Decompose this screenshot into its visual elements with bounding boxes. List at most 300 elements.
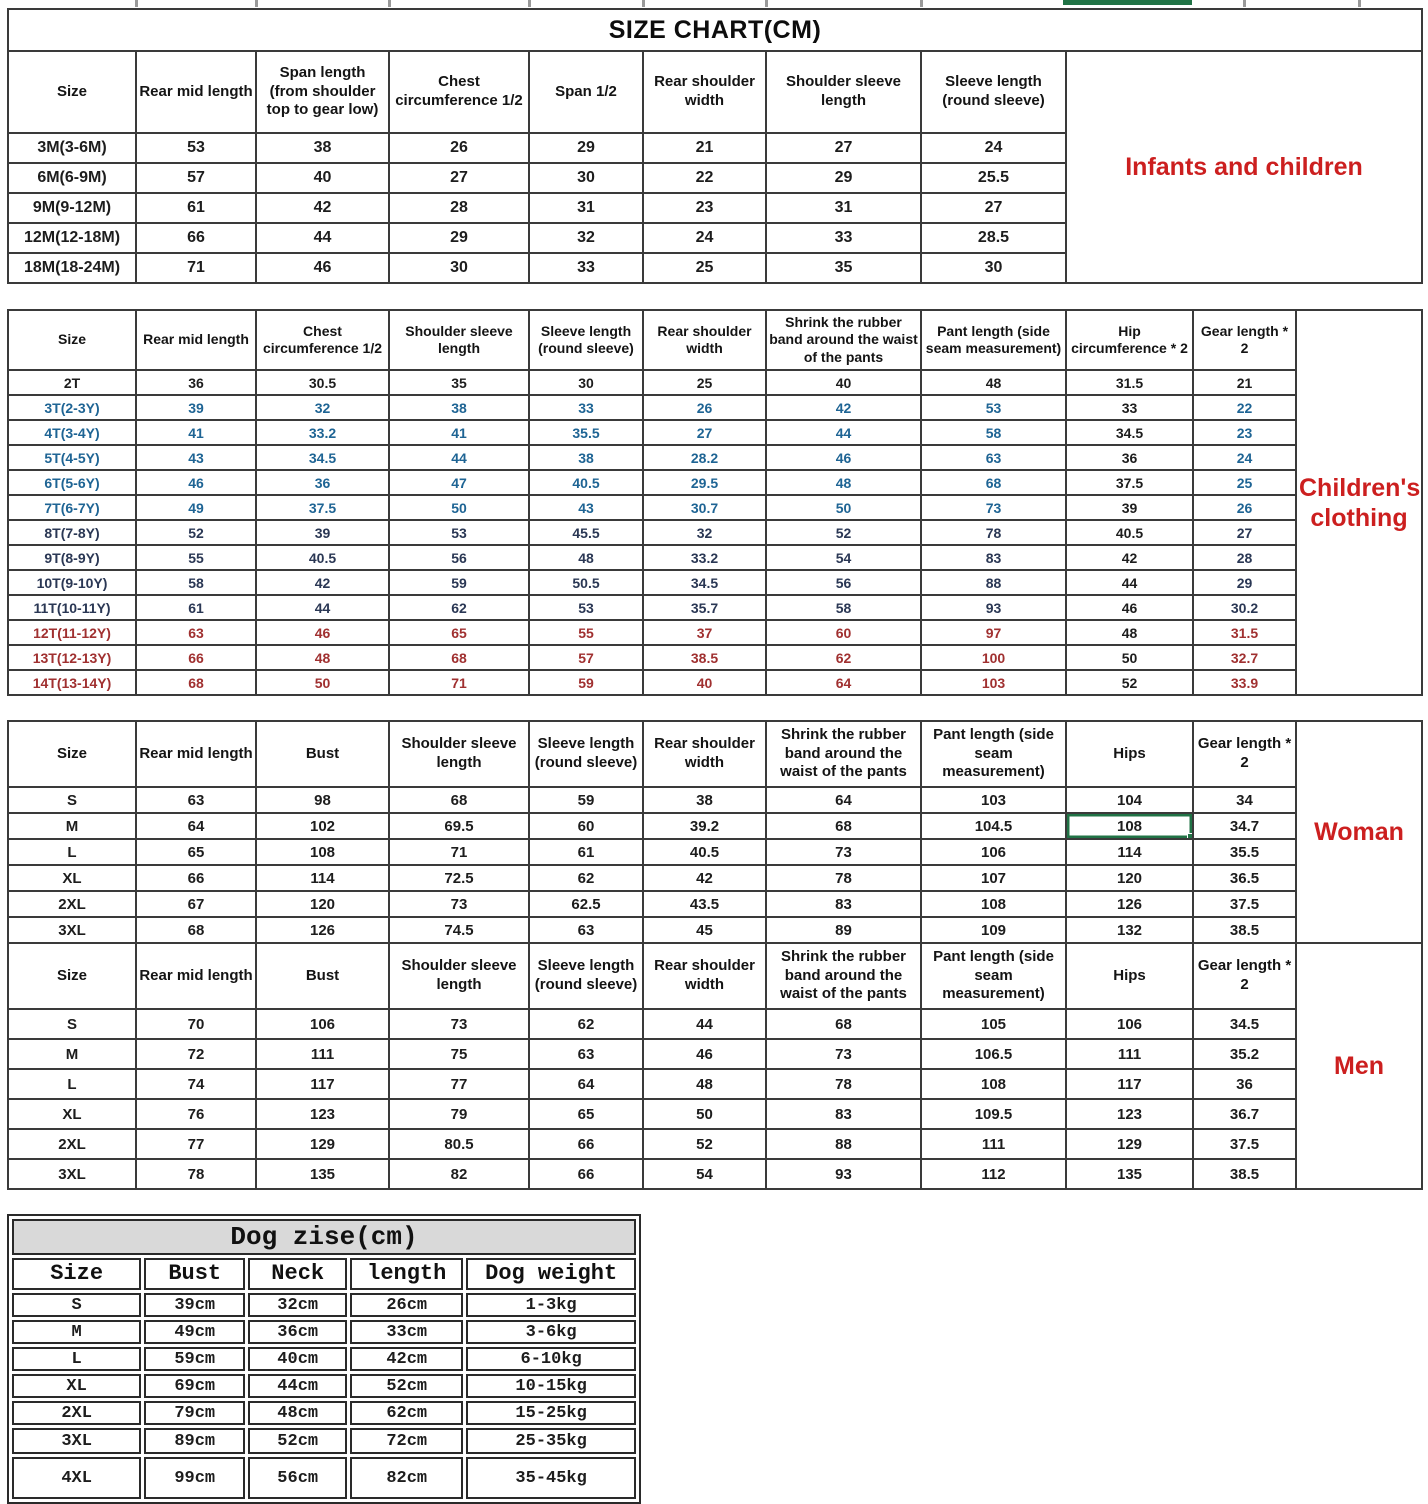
value-cell: 27 [921,193,1066,223]
woman-row-M [8,813,1422,839]
children-size-table [7,309,1423,696]
value-cell: 62 [766,645,921,670]
size-cell: 3XL [12,1428,141,1454]
column-header: Size [12,1258,141,1290]
value-cell: 36 [1066,445,1193,470]
value-cell: 32 [256,395,389,420]
children-row-5T(4-5Y) [8,445,1422,470]
column-header: Neck [248,1258,347,1290]
column-header: Shrink the rubber band around the waist of the pants [766,943,921,1009]
woman-row-2XL [8,891,1422,917]
size-cell: 4XL [12,1457,141,1499]
value-cell: 27 [766,133,921,163]
value-cell: 104.5 [921,813,1066,839]
woman-row-L [8,839,1422,865]
children-row-13T(12-13Y) [8,645,1422,670]
value-cell: 35-45kg [466,1457,636,1499]
value-cell: 68 [389,787,529,813]
value-cell: 1-3kg [466,1293,636,1317]
column-gridline-tick [1243,0,1246,7]
value-cell: 105 [921,1009,1066,1039]
value-cell: 38 [529,445,643,470]
value-cell: 56cm [248,1457,347,1499]
dog-row-M [12,1320,636,1344]
value-cell: 71 [389,670,529,695]
children-row-11T(10-11Y) [8,595,1422,620]
value-cell: 106 [256,1009,389,1039]
value-cell: 126 [256,917,389,943]
men-row-3XL [8,1159,1422,1189]
value-cell: 114 [1066,839,1193,865]
woman-header-row [8,721,1422,787]
value-cell: 72cm [350,1428,463,1454]
value-cell: 34.7 [1193,813,1296,839]
value-cell: 53 [389,520,529,545]
value-cell: 129 [256,1129,389,1159]
value-cell: 126 [1066,891,1193,917]
dog-size-table [9,1216,639,1502]
value-cell: 54 [766,545,921,570]
value-cell: 102 [256,813,389,839]
men-size-table [7,942,1423,1190]
value-cell: 73 [389,891,529,917]
value-cell: 44 [766,420,921,445]
size-cell: 9M(9-12M) [8,193,136,223]
value-cell: 37.5 [1193,891,1296,917]
value-cell: 46 [256,253,389,283]
value-cell: 28 [1193,545,1296,570]
children-row-9T(8-9Y) [8,545,1422,570]
column-header: Rear mid length [136,943,256,1009]
column-gridline-tick [528,0,531,7]
value-cell: 33.2 [256,420,389,445]
value-cell: 135 [1066,1159,1193,1189]
value-cell: 56 [766,570,921,595]
value-cell: 68 [136,917,256,943]
value-cell: 117 [256,1069,389,1099]
value-cell: 26 [1193,495,1296,520]
size-cell: M [8,813,136,839]
value-cell: 33 [1066,395,1193,420]
value-cell: 66 [136,645,256,670]
men-group-label: Men [1296,943,1422,1189]
value-cell: 33 [766,223,921,253]
value-cell: 44 [1066,570,1193,595]
woman-row-3XL [8,917,1422,943]
value-cell: 35.2 [1193,1039,1296,1069]
value-cell: 112 [921,1159,1066,1189]
column-header: Chest circumference 1/2 [256,310,389,370]
size-cell: 4T(3-4Y) [8,420,136,445]
column-header: Sleeve length (round sleeve) [921,51,1066,133]
column-header: Bust [256,721,389,787]
size-cell: 3XL [8,917,136,943]
value-cell: 33.2 [643,545,766,570]
value-cell: 68 [136,670,256,695]
value-cell: 71 [136,253,256,283]
value-cell: 21 [1193,370,1296,395]
value-cell: 104 [1066,787,1193,813]
column-header: Rear shoulder width [643,51,766,133]
value-cell: 52 [1066,670,1193,695]
column-header: Span length (from shoulder top to gear low) [256,51,389,133]
dog-title-row [12,1219,636,1255]
value-cell: 38 [643,787,766,813]
size-cell: 7T(6-7Y) [8,495,136,520]
value-cell: 48 [1066,620,1193,645]
column-header: Gear length * 2 [1193,721,1296,787]
value-cell: 35 [389,370,529,395]
value-cell: 59cm [144,1347,245,1371]
value-cell: 59 [529,670,643,695]
value-cell: 65 [389,620,529,645]
column-header: Gear length * 2 [1193,943,1296,1009]
woman-size-table [7,720,1423,944]
value-cell: 44cm [248,1374,347,1398]
value-cell: 38.5 [1193,917,1296,943]
value-cell: 77 [136,1129,256,1159]
column-header: Shoulder sleeve length [389,310,529,370]
value-cell: 34.5 [1066,420,1193,445]
value-cell: 43.5 [643,891,766,917]
value-cell: 29 [529,133,643,163]
value-cell: 30.2 [1193,595,1296,620]
value-cell: 108 [921,891,1066,917]
value-cell: 30.5 [256,370,389,395]
value-cell: 68 [766,813,921,839]
value-cell: 46 [766,445,921,470]
column-header: length [350,1258,463,1290]
value-cell: 52 [643,1129,766,1159]
value-cell: 39 [136,395,256,420]
size-cell: 8T(7-8Y) [8,520,136,545]
children-row-14T(13-14Y) [8,670,1422,695]
men-row-L [8,1069,1422,1099]
value-cell: 53 [921,395,1066,420]
value-cell: 63 [136,787,256,813]
value-cell: 108 [921,1069,1066,1099]
size-cell: 10T(9-10Y) [8,570,136,595]
value-cell: 42 [643,865,766,891]
value-cell: 24 [921,133,1066,163]
children-header-row [8,310,1422,370]
value-cell: 42cm [350,1347,463,1371]
size-cell: 12M(12-18M) [8,223,136,253]
value-cell: 28.5 [921,223,1066,253]
value-cell: 52cm [350,1374,463,1398]
value-cell: 106.5 [921,1039,1066,1069]
value-cell: 46 [643,1039,766,1069]
value-cell: 53 [136,133,256,163]
value-cell: 32 [643,520,766,545]
value-cell: 120 [256,891,389,917]
size-cell: M [12,1320,141,1344]
value-cell: 79cm [144,1401,245,1425]
value-cell: 61 [529,839,643,865]
value-cell: 61 [136,595,256,620]
value-cell: 63 [136,620,256,645]
value-cell: 36 [256,470,389,495]
value-cell: 30 [529,370,643,395]
column-header: Span 1/2 [529,51,643,133]
column-header: Chest circumference 1/2 [389,51,529,133]
value-cell: 46 [256,620,389,645]
value-cell: 73 [921,495,1066,520]
size-cell: 18M(18-24M) [8,253,136,283]
value-cell: 120 [1066,865,1193,891]
value-cell: 35.5 [529,420,643,445]
value-cell: 35.7 [643,595,766,620]
value-cell: 99cm [144,1457,245,1499]
value-cell: 50 [389,495,529,520]
value-cell: 22 [643,163,766,193]
value-cell: 111 [1066,1039,1193,1069]
value-cell: 48cm [248,1401,347,1425]
value-cell: 34.5 [1193,1009,1296,1039]
value-cell: 38 [256,133,389,163]
value-cell: 35.5 [1193,839,1296,865]
size-cell: M [8,1039,136,1069]
value-cell: 36.7 [1193,1099,1296,1129]
men-row-S [8,1009,1422,1039]
value-cell: 33 [529,253,643,283]
value-cell: 76 [136,1099,256,1129]
value-cell: 57 [529,645,643,670]
value-cell: 37.5 [1193,1129,1296,1159]
column-gridline-tick [388,0,391,7]
value-cell: 73 [389,1009,529,1039]
value-cell: 117 [1066,1069,1193,1099]
column-gridline-tick [255,0,258,7]
column-header: Pant length (side seam measurement) [921,943,1066,1009]
value-cell: 22 [1193,395,1296,420]
value-cell: 24 [1193,445,1296,470]
value-cell: 39cm [144,1293,245,1317]
value-cell: 83 [766,891,921,917]
value-cell: 62.5 [529,891,643,917]
value-cell: 55 [136,545,256,570]
column-header: Pant length (side seam measurement) [921,310,1066,370]
value-cell: 88 [766,1129,921,1159]
value-cell: 50 [766,495,921,520]
value-cell: 66 [136,223,256,253]
woman-row-S [8,787,1422,813]
size-cell: XL [8,1099,136,1129]
size-cell: 3M(3-6M) [8,133,136,163]
value-cell: 64 [766,787,921,813]
value-cell: 41 [389,420,529,445]
value-cell: 15-25kg [466,1401,636,1425]
column-header: Size [8,943,136,1009]
children-row-2T [8,370,1422,395]
value-cell: 31 [766,193,921,223]
value-cell: 80.5 [389,1129,529,1159]
infants-size-table [7,8,1423,284]
value-cell: 93 [921,595,1066,620]
value-cell: 65 [136,839,256,865]
value-cell: 34.5 [643,570,766,595]
value-cell: 40 [766,370,921,395]
children-row-12T(11-12Y) [8,620,1422,645]
dog-row-4XL [12,1457,636,1499]
value-cell: 132 [1066,917,1193,943]
size-cell: S [8,1009,136,1039]
value-cell: 103 [921,787,1066,813]
column-header: Pant length (side seam measurement) [921,721,1066,787]
woman-group-label: Woman [1296,721,1422,943]
value-cell: 25 [643,370,766,395]
value-cell: 42 [1066,545,1193,570]
value-cell: 45.5 [529,520,643,545]
column-gridline-tick [920,0,923,7]
value-cell: 74.5 [389,917,529,943]
value-cell: 25 [643,253,766,283]
value-cell: 33 [529,395,643,420]
value-cell: 30 [389,253,529,283]
size-cell: XL [8,865,136,891]
value-cell: 61 [136,193,256,223]
value-cell: 52 [766,520,921,545]
value-cell: 34 [1193,787,1296,813]
column-header: Shrink the rubber band around the waist of the pants [766,721,921,787]
value-cell: 78 [921,520,1066,545]
value-cell: 32cm [248,1293,347,1317]
value-cell: 63 [529,1039,643,1069]
value-cell: 107 [921,865,1066,891]
column-header: Rear shoulder width [643,943,766,1009]
size-cell: 13T(12-13Y) [8,645,136,670]
column-gridline-tick [135,0,138,7]
spreadsheet-top-edge [0,0,1428,8]
value-cell: 135 [256,1159,389,1189]
children-group-label: Children's clothing [1296,310,1422,695]
value-cell: 39.2 [643,813,766,839]
dog-size-table-wrapper [7,1214,641,1504]
value-cell: 48 [921,370,1066,395]
value-cell: 40.5 [529,470,643,495]
size-cell: 2XL [12,1401,141,1425]
value-cell: 27 [1193,520,1296,545]
value-cell: 82 [389,1159,529,1189]
size-cell: 5T(4-5Y) [8,445,136,470]
size-cell: L [8,1069,136,1099]
value-cell: 111 [256,1039,389,1069]
value-cell: 39 [256,520,389,545]
value-cell: 82cm [350,1457,463,1499]
dog-row-XL [12,1374,636,1398]
value-cell: 30 [529,163,643,193]
value-cell: 47 [389,470,529,495]
column-header: Hips [1066,721,1193,787]
value-cell: 44 [256,595,389,620]
value-cell: 69.5 [389,813,529,839]
value-cell: 26 [643,395,766,420]
children-row-7T(6-7Y) [8,495,1422,520]
value-cell: 23 [643,193,766,223]
value-cell: 55 [529,620,643,645]
value-cell: 48 [529,545,643,570]
value-cell: 62 [389,595,529,620]
value-cell: 123 [256,1099,389,1129]
value-cell: 29 [766,163,921,193]
value-cell: 39 [1066,495,1193,520]
value-cell: 57 [136,163,256,193]
size-cell: L [12,1347,141,1371]
value-cell: 62 [529,865,643,891]
value-cell: 45 [643,917,766,943]
value-cell: 93 [766,1159,921,1189]
value-cell: 28.2 [643,445,766,470]
value-cell: 46 [136,470,256,495]
column-header: Size [8,721,136,787]
column-header: Rear shoulder width [643,310,766,370]
column-header: Shoulder sleeve length [389,943,529,1009]
value-cell: 108 [256,839,389,865]
value-cell: 25-35kg [466,1428,636,1454]
value-cell: 40.5 [1066,520,1193,545]
value-cell: 75 [389,1039,529,1069]
men-row-2XL [8,1129,1422,1159]
value-cell: 31.5 [1193,620,1296,645]
size-cell: 3T(2-3Y) [8,395,136,420]
value-cell: 36cm [248,1320,347,1344]
value-cell: 21 [643,133,766,163]
value-cell: 25 [1193,470,1296,495]
column-header: Bust [144,1258,245,1290]
value-cell: 49cm [144,1320,245,1344]
value-cell: 109.5 [921,1099,1066,1129]
value-cell: 72.5 [389,865,529,891]
value-cell: 106 [921,839,1066,865]
size-cell: 2XL [8,891,136,917]
value-cell: 68 [921,470,1066,495]
value-cell: 33.9 [1193,670,1296,695]
value-cell: 44 [643,1009,766,1039]
dog-row-S [12,1293,636,1317]
value-cell: 48 [256,645,389,670]
value-cell: 40 [256,163,389,193]
value-cell: 3-6kg [466,1320,636,1344]
value-cell: 48 [643,1069,766,1099]
value-cell: 38.5 [1193,1159,1296,1189]
value-cell: 129 [1066,1129,1193,1159]
value-cell: 44 [256,223,389,253]
column-gridline-tick [642,0,645,7]
value-cell: 40cm [248,1347,347,1371]
value-cell: 64 [136,813,256,839]
column-header: Rear mid length [136,51,256,133]
value-cell: 62 [529,1009,643,1039]
value-cell: 52cm [248,1428,347,1454]
value-cell: 36.5 [1193,865,1296,891]
value-cell: 27 [389,163,529,193]
value-cell: 40.5 [256,545,389,570]
value-cell: 63 [921,445,1066,470]
value-cell: 58 [921,420,1066,445]
column-header: Shoulder sleeve length [766,51,921,133]
size-cell: 2T [8,370,136,395]
value-cell: 64 [766,670,921,695]
value-cell: 30.7 [643,495,766,520]
value-cell: 44 [389,445,529,470]
size-cell: 6T(5-6Y) [8,470,136,495]
woman-row-XL [8,865,1422,891]
value-cell: 106 [1066,1009,1193,1039]
column-header: Rear mid length [136,310,256,370]
value-cell: 28 [389,193,529,223]
value-cell: 59 [389,570,529,595]
children-row-8T(7-8Y) [8,520,1422,545]
